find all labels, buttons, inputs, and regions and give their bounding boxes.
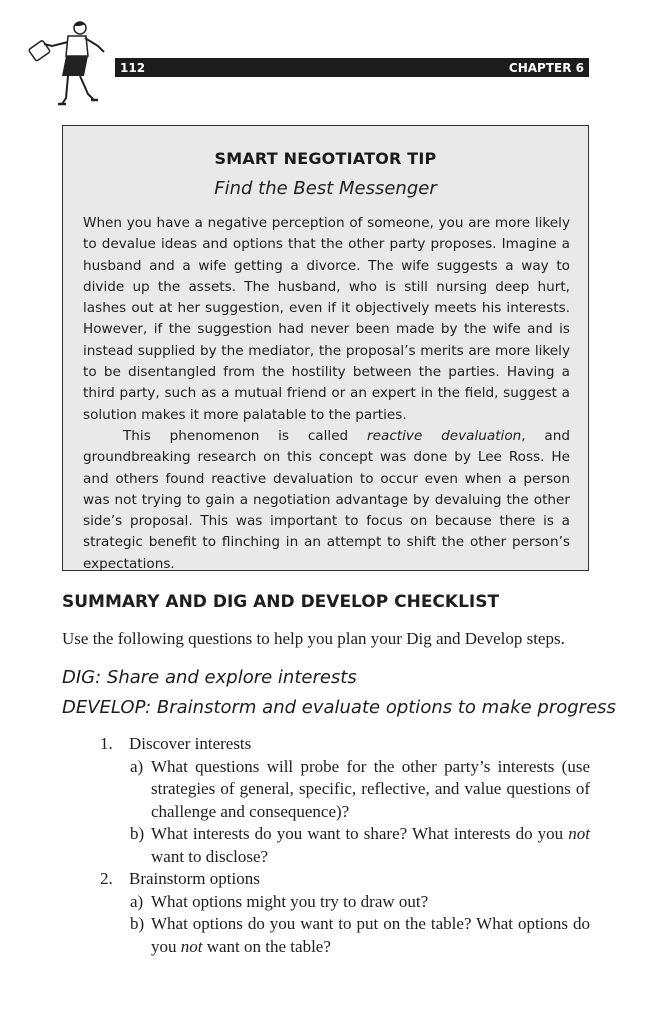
checklist-item-discover-interests xyxy=(62,733,590,756)
item-number: 2. xyxy=(100,869,113,888)
item-label: Brainstorm options xyxy=(129,869,260,888)
subitem-letter: a) xyxy=(130,756,144,776)
smart-negotiator-tip-box xyxy=(62,125,589,571)
businesswoman-logo-icon xyxy=(28,20,108,108)
tip-body xyxy=(83,213,570,575)
subitem-letter: b) xyxy=(130,914,145,933)
section-intro: Use the following questions to help you plan your Dig and Develop steps. xyxy=(62,629,565,648)
item-number: 1. xyxy=(100,734,113,753)
dig-subheading: DIG: Share and explore interests xyxy=(62,667,357,688)
tip-subtitle: Find the Best Messenger xyxy=(214,178,437,199)
develop-subheading: DEVELOP: Brainstorm and evaluate options to make progress xyxy=(62,697,616,718)
subitem-text-end: want on the table? xyxy=(202,936,331,956)
item-label: Discover interests xyxy=(129,734,252,753)
tip-paragraph-2-end: , and groundbreaking research on this concept was done by Lee Ross. He and others found reactive devaluation to occur even when a person was not trying to gain a negotiation advantage by devaluing the other side’s proposal. This was important to focus on because there is a strategic benefit to flinching in an attempt to shift the other person’s expectations. xyxy=(83,427,570,572)
tip-paragraph-2-start: This phenomenon is called xyxy=(123,427,368,444)
subitem-letter: a) xyxy=(130,891,144,911)
checklist-item-brainstorm-options xyxy=(62,868,590,891)
checklist-subitem xyxy=(62,823,590,868)
tip-paragraph-1: When you have a negative perception of someone, you are more likely to devalue ideas and options that the other party proposes. Imagine a husband and a wife getting a divorce. The wife suggests a way to divide up the assets. The husband, who is still nursing deep hurt, lashes out at her suggestion, even if it objectively meets his interests. However, if the suggestion had never been made by the wife and is instead supplied by the mediator, the proposal’s merits are more likely to be disentangled from the hostility between the parties. Having a third party, such as a mutual friend or an expert in the field, suggest a solution makes it more palatable to the parties. xyxy=(83,215,570,423)
subitem-text-end: want to disclose? xyxy=(151,846,269,866)
subitem-letter: b) xyxy=(130,824,145,843)
subitem-text: What questions will probe for the other party’s interests (use strategies of general, specific, reflective, and value questions of challenge and consequence)? xyxy=(151,756,590,821)
emphasis-not: not xyxy=(180,936,203,956)
page-number: 112 xyxy=(120,60,146,75)
running-header xyxy=(115,58,589,77)
emphasis-not: not xyxy=(568,824,590,843)
checklist-subitem xyxy=(62,891,590,914)
checklist xyxy=(62,733,590,958)
subitem-text: What options might you try to draw out? xyxy=(151,891,429,911)
reactive-devaluation-term: reactive devaluation xyxy=(367,427,522,444)
tip-paragraph-2 xyxy=(83,426,570,575)
tip-title: SMART NEGOTIATOR TIP xyxy=(214,149,437,168)
subitem-text: What interests do you want to share? What interests do you xyxy=(151,824,569,843)
checklist-subitem xyxy=(62,913,590,958)
section-heading: SUMMARY AND DIG AND DEVELOP CHECKLIST xyxy=(62,592,500,612)
chapter-label: CHAPTER 6 xyxy=(508,60,584,75)
checklist-subitem xyxy=(62,756,590,824)
subitem-text: What options do you want to put on the table? What options do you xyxy=(151,914,590,956)
